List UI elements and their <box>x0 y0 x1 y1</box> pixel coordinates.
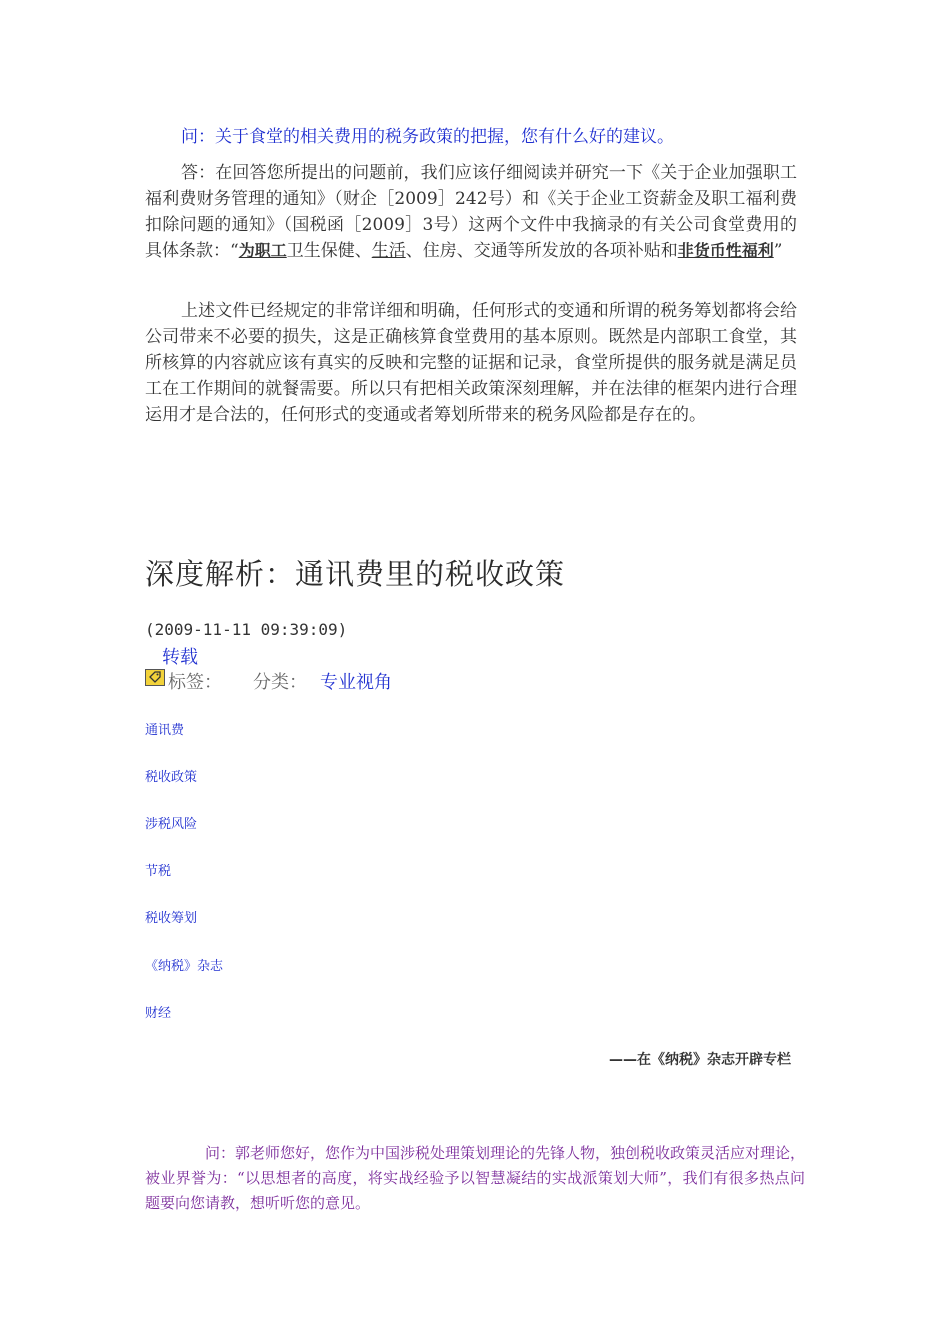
tag-link[interactable]: 涉税风险 <box>145 817 198 832</box>
tags-label: 标签： <box>168 672 222 693</box>
category-label: 分类： <box>253 672 307 693</box>
keyword-for-employees[interactable]: 为职工 <box>238 241 287 260</box>
tag-link[interactable]: 《纳税》杂志 <box>145 959 224 974</box>
question-canteen: 问：关于食堂的相关费用的税务政策的把握，您有什么好的建议。 <box>181 127 674 147</box>
answer-canteen-principle: 上述文件已经规定的非常详细和明确，任何形式的变通和所谓的税务筹划都将会给公司带来不必要的损失，这是正确核算食堂费用的基本原则。既然是内部职工食堂，其所核算的内容就应该有真实的反映和完整的证据和记录，食堂所提供的服务就是满足员工在工作期间的就餐需要。所以只有把相关政策深刻理解，并在法律的框架内进行合理运用才是合法的，任何形式的变通或者筹划所带来的税务风险都是存在的。 <box>145 301 797 425</box>
article-date: (2009-11-11 09:39:09) <box>145 620 348 639</box>
keyword-non-monetary-welfare[interactable]: 非货币性福利 <box>677 241 774 260</box>
answer-canteen <box>145 160 797 264</box>
answer-text-4: ” <box>773 241 783 261</box>
category-link[interactable]: 专业视角 <box>320 672 392 693</box>
tag-link[interactable]: 节税 <box>145 864 172 879</box>
answer-text: 答：在回答您所提出的问题前，我们应该仔细阅读并研究一下《关于企业加强职工福利费财务管理的通知》（财企［2009］242号）和《关于企业工资薪金及职工福利费扣除问题的通知》（国税函［2009］3号）这两个文件中我摘录的有关公司食堂费用的具体条款：“ <box>145 163 797 261</box>
keyword-living[interactable]: 生活 <box>371 241 406 261</box>
answer-text-3: 、住房、交通等所发放的各项补贴和 <box>405 241 678 261</box>
repost-link[interactable]: 转载 <box>162 647 198 668</box>
column-note: ——在《纳税》杂志开辟专栏 <box>609 1052 791 1068</box>
answer-text-2: 卫生保健、 <box>286 241 372 261</box>
tag-link[interactable]: 通讯费 <box>145 723 185 738</box>
tag-link[interactable]: 财经 <box>145 1006 172 1021</box>
article-title: 深度解析：通讯费里的税收政策 <box>145 557 566 591</box>
tag-icon <box>145 669 165 686</box>
question-interview: 问：郭老师您好，您作为中国涉税处理策划理论的先锋人物，独创税收政策灵活应对理论，被业界誉为：“以思想者的高度，将实战经验予以智慧凝结的实战派策划大师”，我们有很多热点问题要向您请教，想听听您的意见。 <box>145 1144 806 1212</box>
tag-link[interactable]: 税收筹划 <box>145 911 198 926</box>
tag-link[interactable]: 税收政策 <box>145 770 198 785</box>
